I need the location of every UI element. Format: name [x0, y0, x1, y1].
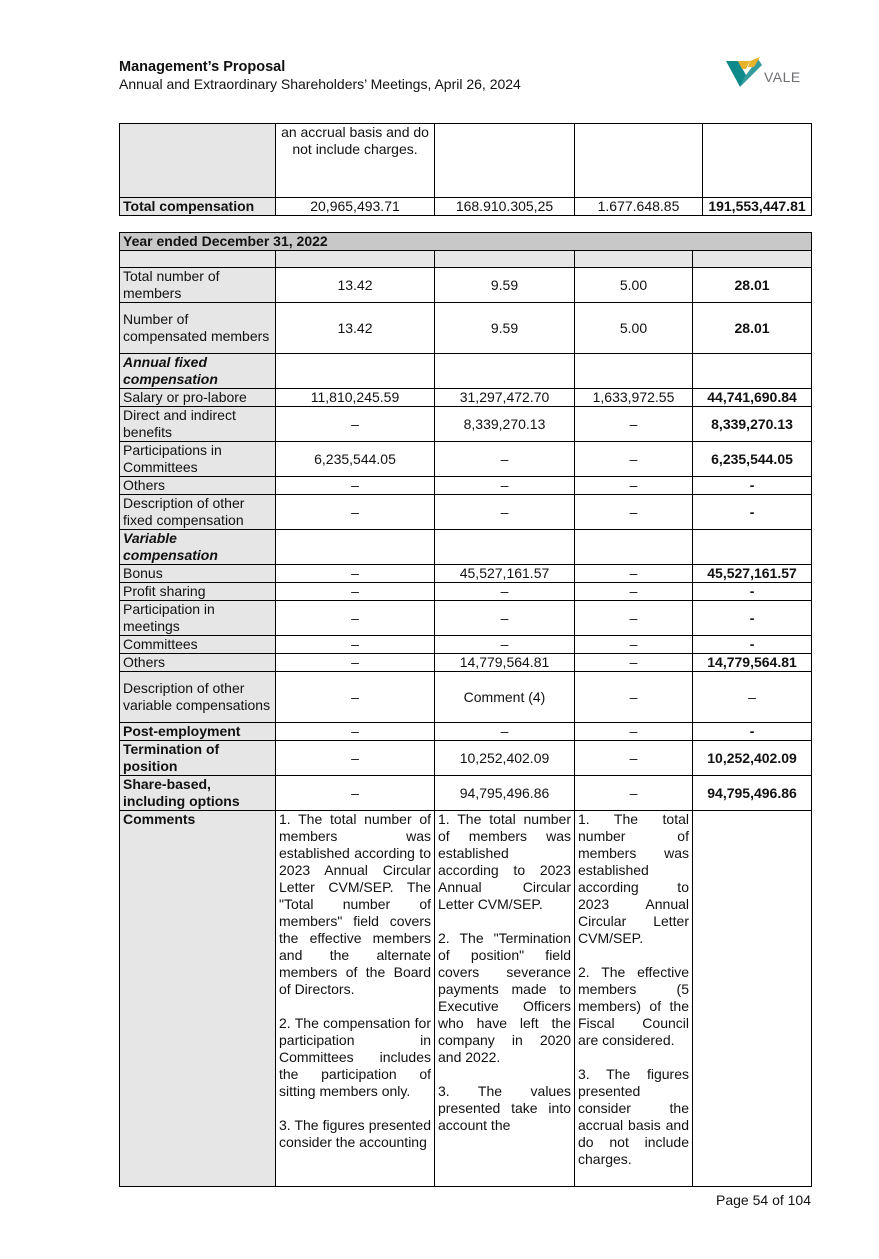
empty-cell — [435, 530, 575, 565]
spacer-cell — [120, 251, 276, 268]
cell-board: – — [276, 741, 435, 776]
table-row — [120, 636, 812, 654]
row-label: Salary or pro-labore — [120, 389, 276, 407]
cell-total: 94,795,496.86 — [693, 776, 812, 811]
cell-fiscal: – — [575, 723, 693, 741]
cell-total: – — [693, 672, 812, 723]
table-row — [120, 442, 812, 477]
table-row — [120, 723, 812, 741]
table-row — [120, 268, 812, 303]
row-label: Participations in Committees — [120, 442, 276, 477]
cell-total: 10,252,402.09 — [693, 741, 812, 776]
cell-fiscal: – — [575, 741, 693, 776]
compensation-table-continued — [119, 123, 812, 216]
comment-paragraph: 3. The figures presented consider the accounting — [279, 1117, 431, 1150]
comment-paragraph: 2. The effective members (5 members) of the Fiscal Council are considered. — [578, 964, 689, 1048]
spacer-cell — [693, 251, 812, 268]
cell-fiscal: 1,633,972.55 — [575, 389, 693, 407]
spacer-cell — [435, 251, 575, 268]
cell-total: 6,235,544.05 — [693, 442, 812, 477]
row-label: Share-based, including options — [120, 776, 276, 811]
comments-executive — [435, 811, 575, 1187]
empty-cell — [276, 530, 435, 565]
cell-total: 44,741,690.84 — [693, 389, 812, 407]
cell-total: 14,779,564.81 — [693, 654, 812, 672]
cell-total: - — [693, 477, 812, 495]
row-label: Bonus — [120, 565, 276, 583]
row-label: Profit sharing — [120, 583, 276, 601]
cell-fiscal: – — [575, 672, 693, 723]
cell-executive: – — [435, 636, 575, 654]
empty-cell — [703, 124, 812, 198]
cell-board: – — [276, 583, 435, 601]
cell-total: - — [693, 601, 812, 636]
row-label: Direct and indirect benefits — [120, 407, 276, 442]
comment-paragraph: 2. The "Termination of position" field covers severance payments made to Executive Officers who have left the company in 2020 and 2022. — [438, 930, 571, 1065]
cell-board: – — [276, 636, 435, 654]
comment-paragraph: 3. The values presented take into account the — [438, 1083, 571, 1133]
table-row — [120, 583, 812, 601]
cell-total: 45,527,161.57 — [693, 565, 812, 583]
cell-executive: 9.59 — [435, 268, 575, 303]
cell-executive: 10,252,402.09 — [435, 741, 575, 776]
cell-board: – — [276, 723, 435, 741]
row-label: Total number of members — [120, 268, 276, 303]
empty-cell — [693, 530, 812, 565]
cell-executive: Comment (4) — [435, 672, 575, 723]
table-row — [120, 389, 812, 407]
comment-paragraph: 1. The total number of members was established according to 2023 Annual Circular Letter CVM/SEP. — [578, 811, 689, 946]
cell-total: - — [693, 495, 812, 530]
cell-board: – — [276, 672, 435, 723]
table-row — [120, 407, 812, 442]
cell-executive: 31,297,472.70 — [435, 389, 575, 407]
cell-board: – — [276, 776, 435, 811]
total-value-board: 20,965,493.71 — [276, 198, 435, 216]
row-label: Others — [120, 654, 276, 672]
cell-board: – — [276, 495, 435, 530]
total-value-sum: 191,553,447.81 — [703, 198, 812, 216]
cell-executive: – — [435, 495, 575, 530]
cell-fiscal: – — [575, 495, 693, 530]
document-title: Management’s Proposal — [119, 59, 286, 75]
row-label: Participation in meetings — [120, 601, 276, 636]
section-title: Year ended December 31, 2022 — [120, 233, 812, 251]
table-row — [120, 477, 812, 495]
page-number: Page 54 of 104 — [716, 1192, 811, 1208]
vale-logo — [724, 55, 814, 91]
cell-executive: 14,779,564.81 — [435, 654, 575, 672]
cell-executive: – — [435, 583, 575, 601]
table-row — [120, 601, 812, 636]
empty-cell — [276, 354, 435, 389]
empty-cell — [435, 354, 575, 389]
comments-row — [120, 811, 812, 1187]
table-row — [120, 495, 812, 530]
total-value-executive: 168.910.305,25 — [435, 198, 575, 216]
cell-fiscal: – — [575, 636, 693, 654]
empty-cell — [435, 124, 575, 198]
cell-board: – — [276, 565, 435, 583]
comments-label: Comments — [120, 811, 276, 1187]
cell-executive: 45,527,161.57 — [435, 565, 575, 583]
continuation-note: an accrual basis and do not include charges. — [276, 124, 435, 198]
table-row — [120, 741, 812, 776]
table-row — [120, 303, 812, 354]
cell-executive: – — [435, 601, 575, 636]
cell-fiscal: – — [575, 583, 693, 601]
table-row — [120, 654, 812, 672]
cell-executive: – — [435, 442, 575, 477]
vale-logo-icon — [724, 55, 764, 91]
row-label: Number of compensated members — [120, 303, 276, 354]
cell-fiscal: – — [575, 477, 693, 495]
vale-logo-text: VALE — [764, 69, 801, 85]
empty-cell — [575, 530, 693, 565]
table-row — [120, 530, 812, 565]
comment-paragraph: 1. The total number of members was established according to 2023 Annual Circular Letter CVM/SEP. — [438, 811, 571, 912]
cell-board: 6,235,544.05 — [276, 442, 435, 477]
spacer-cell — [276, 251, 435, 268]
cell-board: – — [276, 601, 435, 636]
cell-fiscal: – — [575, 601, 693, 636]
comment-paragraph: 3. The figures presented consider the accrual basis and do not include charges. — [578, 1066, 689, 1167]
cell-fiscal: – — [575, 776, 693, 811]
row-label: Annual fixed compensation — [120, 354, 276, 389]
cell-executive: 9.59 — [435, 303, 575, 354]
row-label: Description of other variable compensations — [120, 672, 276, 723]
cell-total: - — [693, 583, 812, 601]
comments-board — [276, 811, 435, 1187]
total-value-fiscal: 1.677.648.85 — [575, 198, 703, 216]
row-label: Termination of position — [120, 741, 276, 776]
row-label: Others — [120, 477, 276, 495]
continuation-label-cell — [120, 124, 276, 198]
compensation-table-2022 — [119, 232, 812, 1187]
cell-total: 8,339,270.13 — [693, 407, 812, 442]
table-row — [120, 672, 812, 723]
cell-board: 13.42 — [276, 268, 435, 303]
cell-board: – — [276, 477, 435, 495]
cell-executive: 8,339,270.13 — [435, 407, 575, 442]
comment-paragraph: 1. The total number of members was established according to 2023 Annual Circular Letter CVM/SEP. The "Total number of members" field covers the effective members and the alternate members of the Board of Directors. — [279, 811, 431, 997]
row-label: Description of other fixed compensation — [120, 495, 276, 530]
cell-executive: – — [435, 723, 575, 741]
cell-executive: – — [435, 477, 575, 495]
comments-fiscal — [575, 811, 693, 1187]
cell-total: - — [693, 723, 812, 741]
cell-total: - — [693, 636, 812, 654]
cell-fiscal: 5.00 — [575, 268, 693, 303]
row-label: Post-employment — [120, 723, 276, 741]
cell-total: 28.01 — [693, 268, 812, 303]
cell-fiscal: – — [575, 565, 693, 583]
empty-cell — [575, 124, 703, 198]
cell-board: – — [276, 654, 435, 672]
total-compensation-label: Total compensation — [120, 198, 276, 216]
empty-cell — [575, 354, 693, 389]
document-subtitle: Annual and Extraordinary Shareholders’ Meetings, April 26, 2024 — [119, 76, 521, 92]
row-label: Committees — [120, 636, 276, 654]
cell-fiscal: – — [575, 442, 693, 477]
table-row — [120, 776, 812, 811]
table-row — [120, 354, 812, 389]
table-row — [120, 565, 812, 583]
cell-total: 28.01 — [693, 303, 812, 354]
cell-board: 13.42 — [276, 303, 435, 354]
cell-fiscal: – — [575, 407, 693, 442]
cell-executive: 94,795,496.86 — [435, 776, 575, 811]
cell-fiscal: 5.00 — [575, 303, 693, 354]
cell-fiscal: – — [575, 654, 693, 672]
spacer-cell — [575, 251, 693, 268]
empty-cell — [693, 354, 812, 389]
row-label: Variable compensation — [120, 530, 276, 565]
comment-paragraph: 2. The compensation for participation in Committees includes the participation of sitting members only. — [279, 1015, 431, 1099]
cell-board: – — [276, 407, 435, 442]
cell-board: 11,810,245.59 — [276, 389, 435, 407]
comments-total — [693, 811, 812, 1187]
